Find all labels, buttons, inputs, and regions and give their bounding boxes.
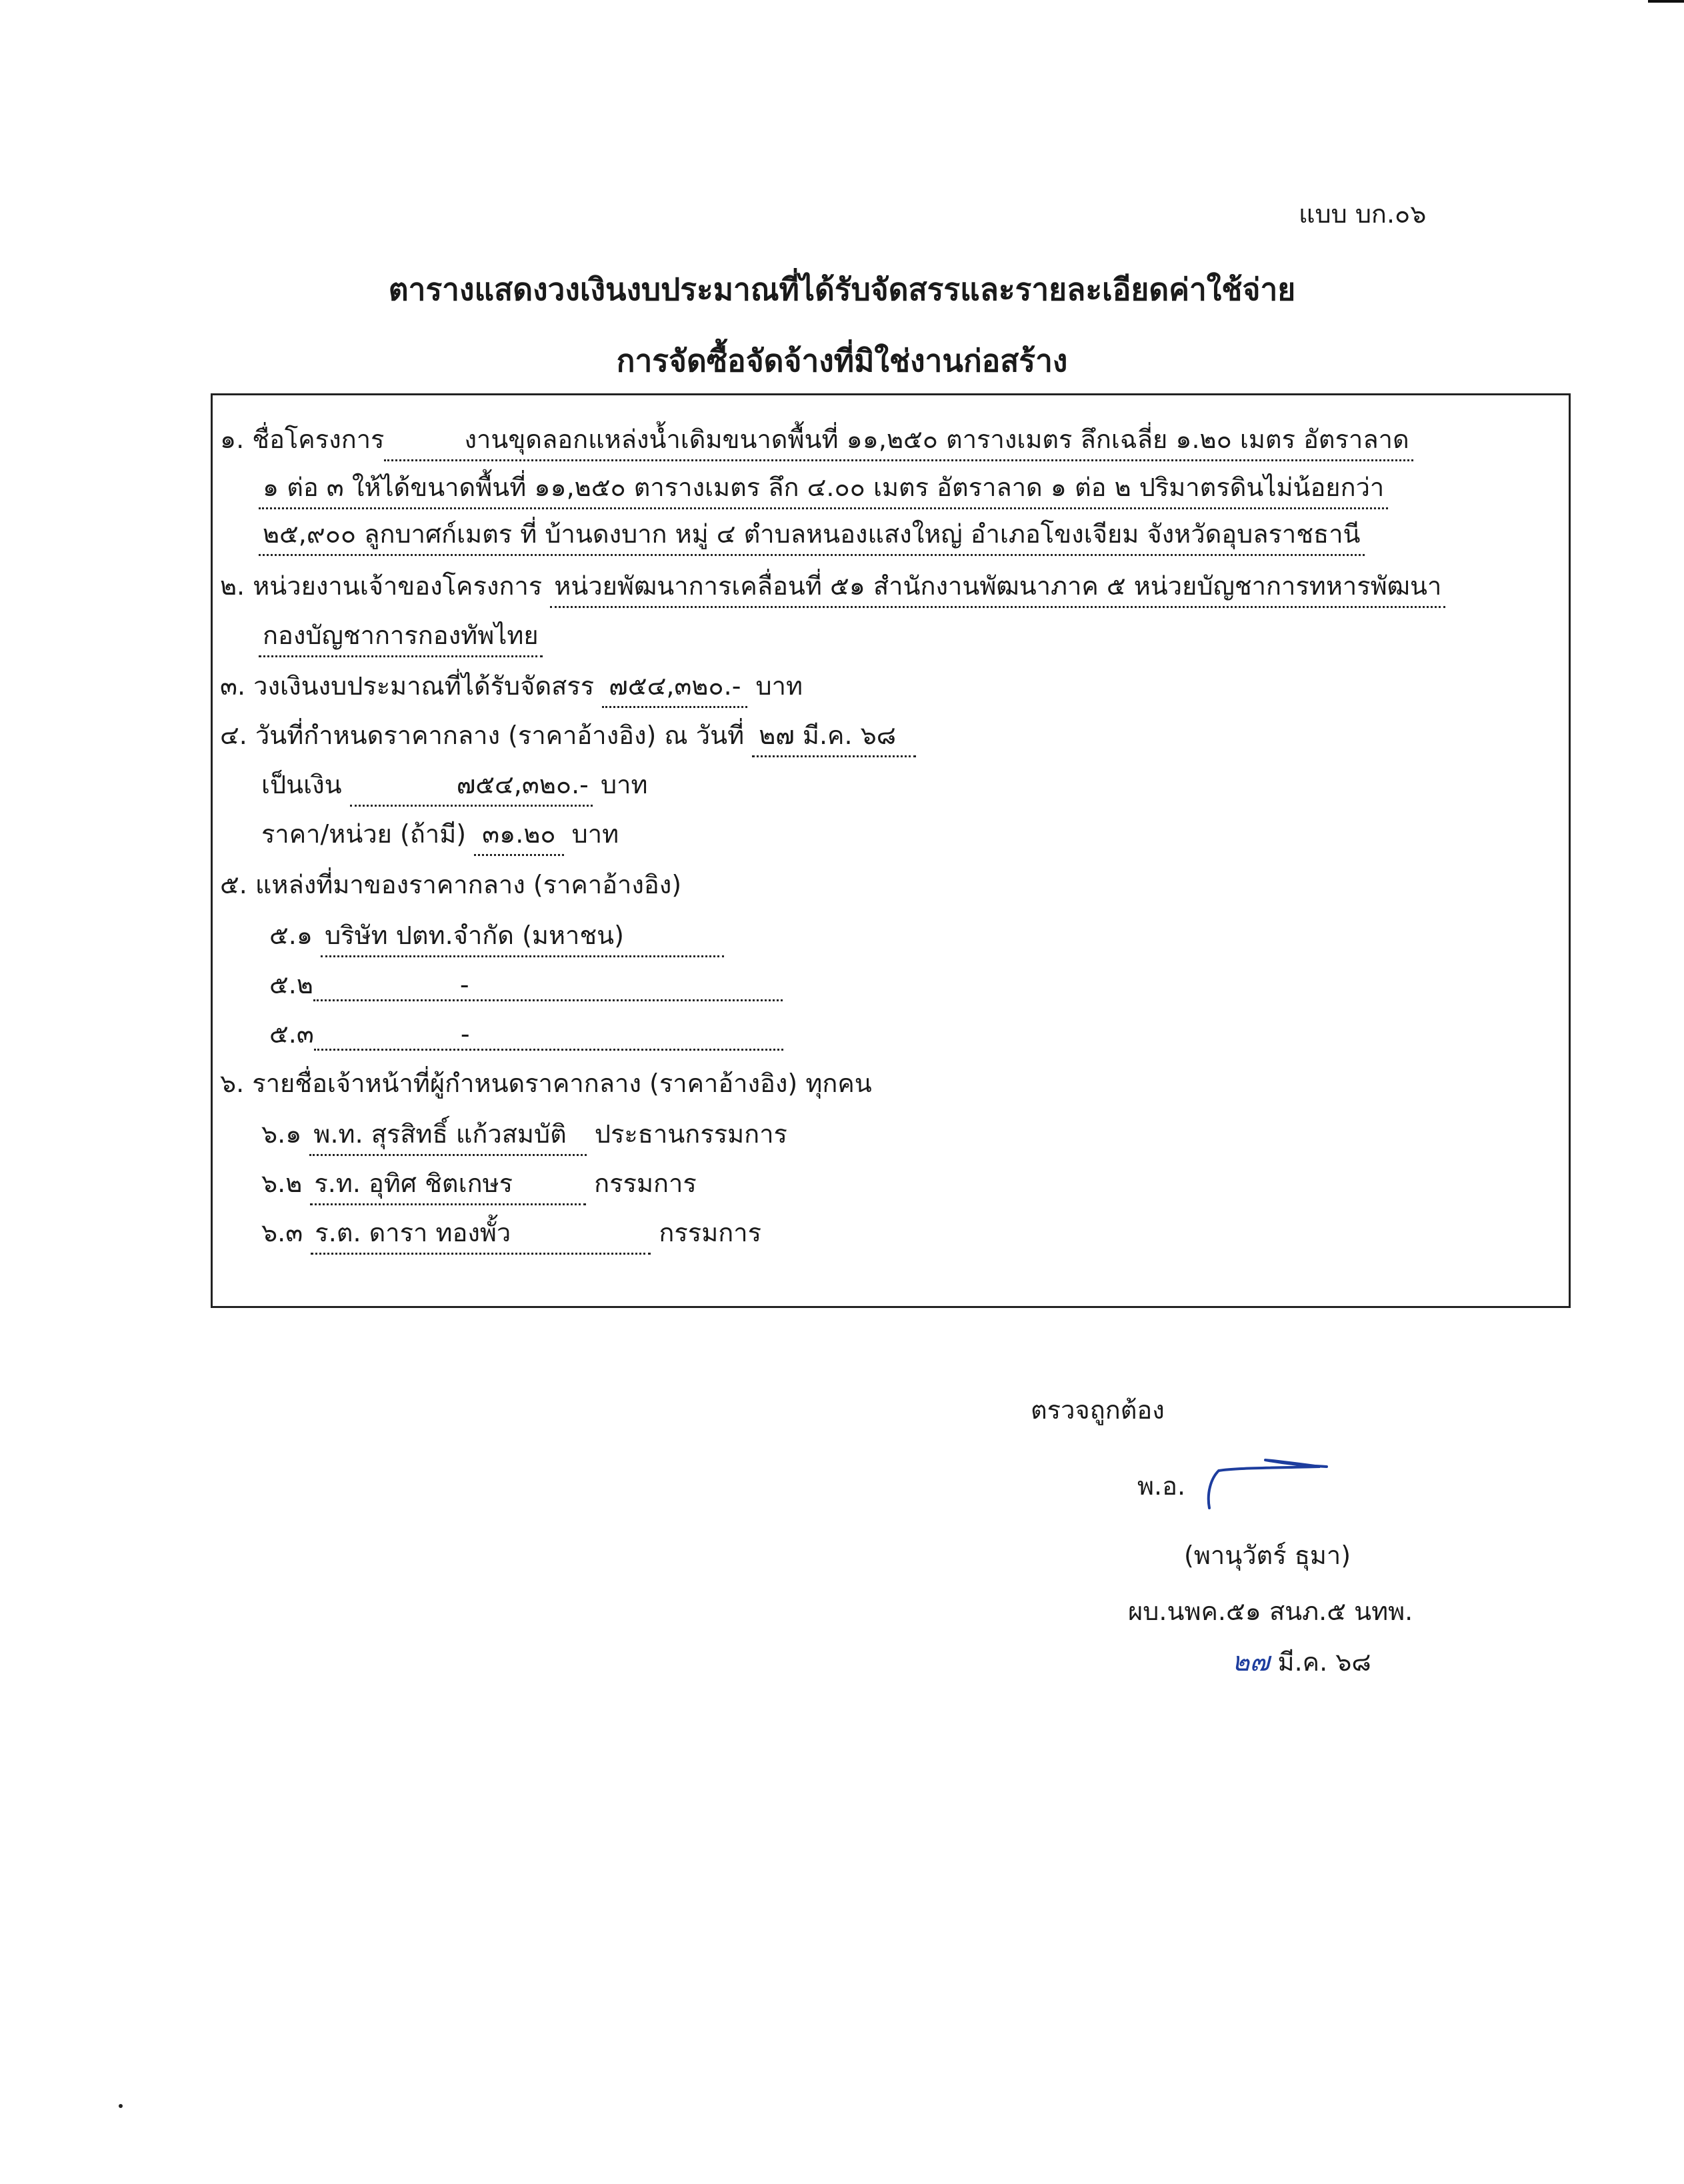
item5-source1-number: ๕.๑ (269, 921, 313, 950)
handwritten-signature (1187, 1453, 1333, 1513)
item4-unit-price-unit: บาท (571, 819, 619, 849)
signer-position: ผบ.นพค.๕๑ สนภ.๕ นทพ. (1128, 1597, 1413, 1626)
item6-person1-name: พ.ท. สุรสิทธิ์ แก้วสมบัติ (309, 1113, 586, 1156)
document-title-line2: การจัดซื้อจัดจ้างที่มิใช่งานก่อสร้าง (616, 343, 1068, 379)
sign-date-handwritten-day: ๒๗ (1232, 1647, 1270, 1677)
item6-person2-role: กรรมการ (594, 1169, 697, 1198)
item6-person3-role: กรรมการ (659, 1218, 761, 1247)
form-code: แบบ บก.๐๖ (1299, 199, 1427, 229)
item3-budget-value: ๗๕๔,๓๒๐.- (602, 665, 747, 708)
item3-unit: บาท (755, 671, 803, 701)
item4-amount-value: ๗๕๔,๓๒๐.- (350, 764, 593, 807)
item2-line2-row (259, 615, 543, 657)
item5-source2-value: - (313, 970, 783, 1001)
item5-source3-row (269, 1013, 783, 1054)
item1-line3-row (259, 513, 1365, 556)
scan-speck (119, 2104, 123, 2108)
item2-owner-line1: หน่วยพัฒนาการเคลื่อนที่ ๕๑ สำนักงานพัฒนาภาค ๕ หน่วยบัญชาการทหารพัฒนา (550, 565, 1445, 608)
item6-row (220, 1063, 872, 1103)
item2-owner-line2: กองบัญชาการกองทัพไทย (259, 615, 543, 657)
item6-person1-role: ประธานกรรมการ (594, 1119, 787, 1149)
item1-project-name-line1: งานขุดลอกแหล่งน้ำเดิมขนาดพื้นที่ ๑๑,๒๕๐ ตารางเมตร ลึกเฉลี่ย ๑.๒๐ เมตร อัตราลาด (384, 419, 1413, 461)
item6-person3-name: ร.ต. ดารา ทองพั้ว (311, 1212, 651, 1255)
item5-row (220, 864, 681, 905)
item5-source1-row (269, 915, 724, 957)
signer-name: (พานุวัตร์ ธุมา) (1184, 1541, 1351, 1570)
sign-date (1232, 1640, 1371, 1683)
item4-amount-unit: บาท (600, 770, 648, 799)
item1-label: ๑. ชื่อโครงการ (220, 425, 385, 454)
item6-person3-number: ๖.๓ (261, 1218, 303, 1247)
scan-edge-line (1648, 0, 1684, 3)
item4-date: ๒๗ มี.ค. ๖๘ (752, 715, 916, 757)
item5-source2-number: ๕.๒ (269, 970, 313, 999)
item4-row (220, 715, 916, 757)
item4-label: ๔. วันที่กำหนดราคากลาง (ราคาอ้างอิง) ณ วันที่ (220, 721, 745, 750)
item6-label: ๖. รายชื่อเจ้าหน้าที่ผู้กำหนดราคากลาง (ราคาอ้างอิง) ทุกคน (220, 1069, 872, 1098)
item2-row (220, 565, 1445, 608)
item5-source1-value: บริษัท ปตท.จำกัด (มหาชน) (321, 915, 724, 957)
item5-source3-value: - (314, 1019, 783, 1051)
item6-person3-row (261, 1212, 761, 1255)
item6-person2-name: ร.ท. อุทิศ ชิตเกษร (310, 1163, 586, 1205)
sign-date-month-year: มี.ค. ๖๘ (1277, 1647, 1371, 1677)
item4-unit-price-row (261, 813, 619, 856)
item3-label: ๓. วงเงินงบประมาณที่ได้รับจัดสรร (220, 671, 595, 701)
item1-project-name-line2: ๑ ต่อ ๓ ให้ได้ขนาดพื้นที่ ๑๑,๒๕๐ ตารางเมตร ลึก ๔.๐๐ เมตร อัตราลาด ๑ ต่อ ๒ ปริมาตรดินไม่น้อยกว่า (259, 467, 1388, 509)
item6-person2-number: ๖.๒ (261, 1169, 303, 1198)
item5-label: ๕. แหล่งที่มาของราคากลาง (ราคาอ้างอิง) (220, 870, 682, 899)
item1-row (220, 419, 1413, 461)
item6-person2-row (261, 1163, 697, 1205)
item5-source2-row (269, 964, 783, 1005)
item6-person1-row (261, 1113, 787, 1156)
item1-line2-row (259, 467, 1388, 509)
item6-person1-number: ๖.๑ (261, 1119, 302, 1149)
item4-unit-price-label: ราคา/หน่วย (ถ้ามี) (261, 819, 467, 849)
signer-rank: พ.อ. (1137, 1471, 1186, 1501)
item4-unit-price-value: ๓๑.๒๐ (474, 813, 563, 856)
item1-project-name-line3: ๒๕,๙๐๐ ลูกบาศก์เมตร ที่ บ้านดงบาก หมู่ ๔ ตำบลหนองแสงใหญ่ อำเภอโขงเจียม จังหวัดอุบลราชธานี (259, 513, 1365, 556)
item2-label: ๒. หน่วยงานเจ้าของโครงการ (220, 571, 543, 601)
document-title-line1: ตารางแสดงวงเงินงบประมาณที่ได้รับจัดสรรและรายละเอียดค่าใช้จ่าย (388, 271, 1296, 307)
item4-amount-row (261, 764, 648, 807)
verified-label: ตรวจถูกต้อง (1031, 1395, 1165, 1425)
item3-row (220, 665, 803, 708)
item4-amount-label: เป็นเงิน (261, 770, 342, 799)
item5-source3-number: ๕.๓ (269, 1019, 314, 1049)
